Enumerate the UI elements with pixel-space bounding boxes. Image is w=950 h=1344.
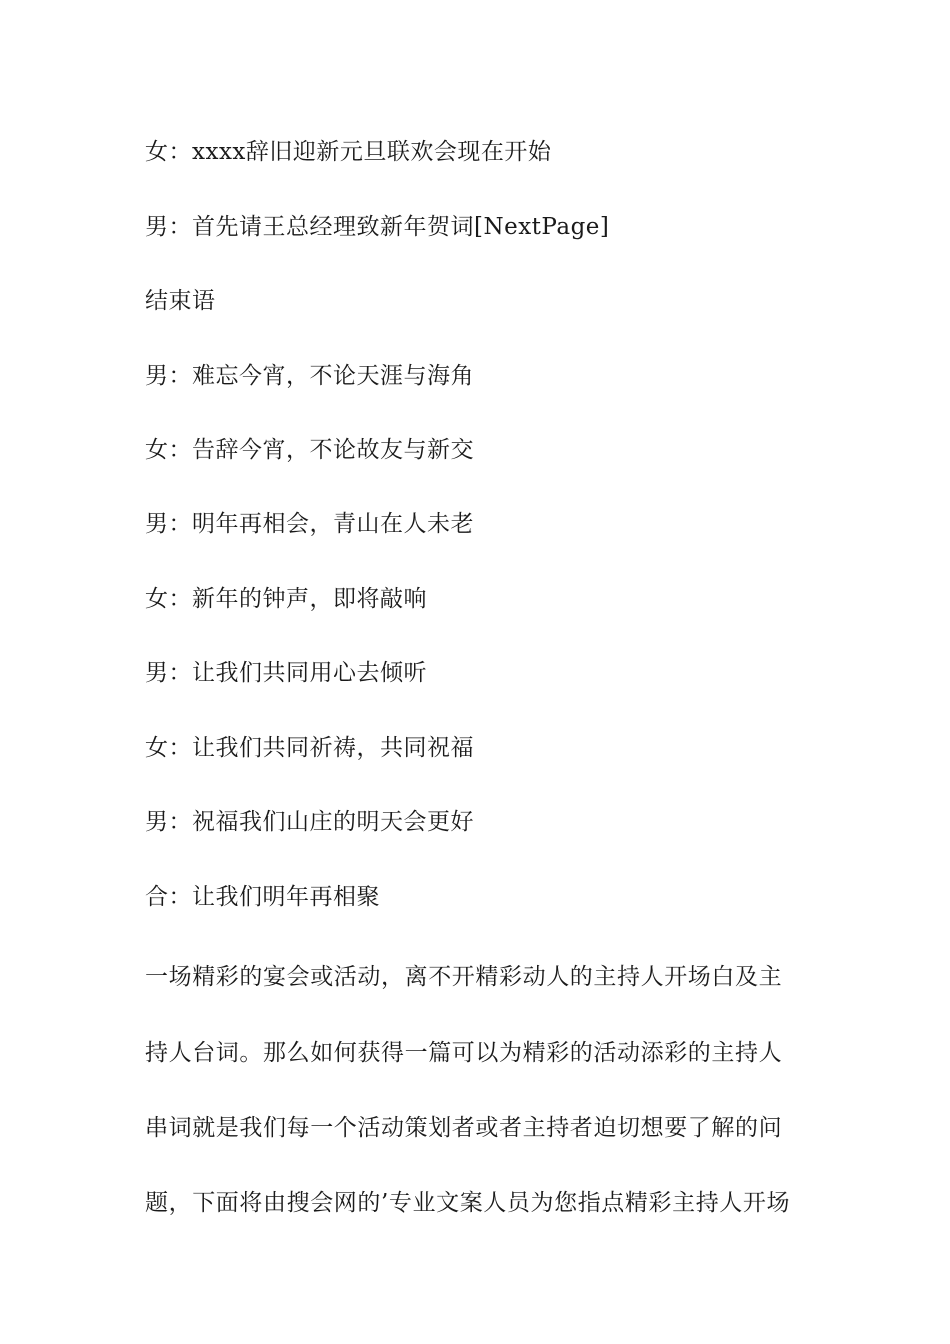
dialogue-line: 男：首先请王总经理致新年贺词[NextPage]	[145, 214, 610, 240]
dialogue-line: 男：祝福我们山庄的明天会更好	[145, 809, 474, 835]
body-paragraph-line: 一场精彩的宴会或活动，离不开精彩动人的主持人开场白及主	[145, 964, 783, 990]
dialogue-line: 男：让我们共同用心去倾听	[145, 660, 427, 686]
body-paragraph-line: 持人台词。那么如何获得一篇可以为精彩的活动添彩的主持人	[145, 1040, 783, 1066]
dialogue-line: 女：新年的钟声，即将敲响	[145, 586, 427, 612]
body-paragraph-line: 串词就是我们每一个活动策划者或者主持者迫切想要了解的问	[145, 1115, 783, 1141]
dialogue-line: 合：让我们明年再相聚	[145, 884, 380, 910]
dialogue-line: 女：让我们共同祈祷，共同祝福	[145, 735, 474, 761]
dialogue-line: 男：明年再相会，青山在人未老	[145, 511, 474, 537]
dialogue-line: 男：难忘今宵，不论天涯与海角	[145, 363, 474, 389]
dialogue-line: 女：告辞今宵，不论故友与新交	[145, 437, 474, 463]
section-heading: 结束语	[145, 288, 216, 314]
body-paragraph-line: 题，下面将由搜会网的’专业文案人员为您指点精彩主持人开场	[145, 1190, 791, 1216]
dialogue-line: 女：xxxx辞旧迎新元旦联欢会现在开始	[145, 139, 552, 165]
